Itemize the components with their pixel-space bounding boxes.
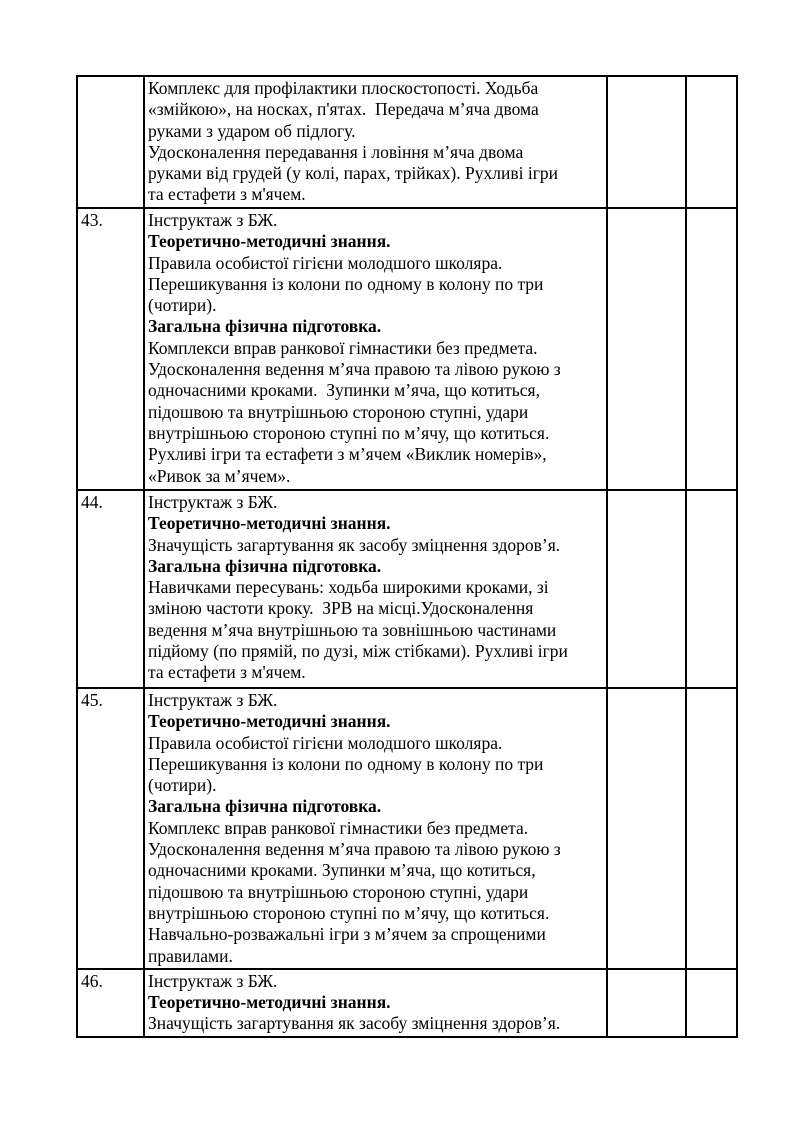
- content-line: та естафети з м'ячем.: [148, 184, 306, 205]
- content-line: підйому (по прямій, по дузі, між стібками). Рухливі ігри: [148, 641, 568, 662]
- content-line: руками з ударом об підлогу.: [148, 120, 356, 141]
- empty-cell-2: [686, 208, 737, 490]
- row-number: 43.: [77, 208, 144, 490]
- table-row: [77, 688, 737, 969]
- row-content: [144, 490, 607, 688]
- content-line-heading: Теоретично-методичні знання.: [148, 231, 391, 252]
- content-line: «змійкою», на носках, п'ятах. Передача м’яча двома: [148, 99, 539, 120]
- content-line: Перешикування із колони по одному в колону по три: [148, 753, 544, 774]
- content-line: Значущість загартування як засобу зміцнення здоров’я.: [148, 1013, 561, 1034]
- content-line: підошвою та внутрішньою стороною ступні, удари: [148, 401, 529, 422]
- content-line-heading: Загальна фізична підготовка.: [148, 796, 382, 817]
- content-line: (чотири).: [148, 295, 217, 316]
- content-line: внутрішньою стороною ступні по м’ячу, що котиться.: [148, 902, 550, 923]
- empty-cell-1: [607, 76, 686, 208]
- table-row: [77, 490, 737, 688]
- empty-cell-2: [686, 490, 737, 688]
- content-line: Удосконалення ведення м’яча правою та лівою рукою з: [148, 359, 561, 380]
- empty-cell-2: [686, 688, 737, 969]
- content-line: Навичками пересувань: ходьба широкими кроками, зі: [148, 577, 549, 598]
- content-line: Комплекс вправ ранкової гімнастики без предмета.: [148, 817, 529, 838]
- table-row: [77, 969, 737, 1037]
- content-line: Комплекс для профілактики плоскостопості. Ходьба: [148, 78, 539, 98]
- content-line-heading: Теоретично-методичні знання.: [148, 513, 391, 534]
- content-line: Інструктаж з БЖ.: [148, 970, 278, 991]
- row-number: 44.: [77, 490, 144, 688]
- content-line: Перешикування із колони по одному в колону по три: [148, 273, 544, 294]
- table-row: [77, 76, 737, 208]
- row-number: 46.: [77, 969, 144, 1037]
- row-content: [144, 76, 607, 208]
- content-line: Правила особистої гігієни молодшого школяра.: [148, 732, 503, 753]
- table-body: [77, 76, 737, 1037]
- content-line: Удосконалення ведення м’яча правою та лівою рукою з: [148, 839, 561, 860]
- row-content: [144, 208, 607, 490]
- empty-cell-1: [607, 969, 686, 1037]
- row-content: [144, 969, 607, 1037]
- content-line: Правила особистої гігієни молодшого школяра.: [148, 252, 503, 273]
- content-line: Рухливі ігри та естафети з м’ячем «Виклик номерів»,: [148, 444, 547, 465]
- content-line: Інструктаж з БЖ.: [148, 690, 278, 710]
- empty-cell-2: [686, 76, 737, 208]
- empty-cell-2: [686, 969, 737, 1037]
- content-line: ведення м’яча внутрішньою та зовнішньою частинами: [148, 619, 557, 640]
- lesson-plan-table: [76, 75, 738, 1038]
- table-row: [77, 208, 737, 490]
- content-line: та естафети з м'ячем.: [148, 662, 306, 683]
- content-line-heading: Загальна фізична підготовка.: [148, 316, 382, 337]
- content-line: одночасними кроками. Зупинки м’яча, що котиться,: [148, 860, 536, 881]
- empty-cell-1: [607, 688, 686, 969]
- row-number: [77, 76, 144, 208]
- content-line: Інструктаж з БЖ.: [148, 492, 278, 512]
- empty-cell-1: [607, 208, 686, 490]
- content-line: Інструктаж з БЖ.: [148, 210, 278, 230]
- content-line: Значущість загартування як засобу зміцнення здоров’я.: [148, 534, 561, 555]
- content-line-heading: Загальна фізична підготовка.: [148, 555, 382, 576]
- content-line: підошвою та внутрішньою стороною ступні, удари: [148, 881, 529, 902]
- content-line: внутрішньою стороною ступні по м’ячу, що котиться.: [148, 422, 550, 443]
- content-line: (чотири).: [148, 775, 217, 796]
- empty-cell-1: [607, 490, 686, 688]
- content-line: правилами.: [148, 945, 233, 966]
- row-number: 45.: [77, 688, 144, 969]
- content-line-heading: Теоретично-методичні знання.: [148, 711, 391, 732]
- content-line-heading: Теоретично-методичні знання.: [148, 992, 391, 1013]
- content-line: «Ривок за м’ячем».: [148, 465, 291, 486]
- content-line: одночасними кроками. Зупинки м’яча, що котиться,: [148, 380, 540, 401]
- row-content: [144, 688, 607, 969]
- content-line: Удосконалення передавання і ловіння м’яча двома: [148, 141, 524, 162]
- content-line: Навчально-розважальні ігри з м’ячем за спрощеними: [148, 924, 546, 945]
- content-line: Комплекси вправ ранкової гімнастики без предмета.: [148, 337, 538, 358]
- content-line: зміною частоти кроку. ЗРВ на місці.Удосконалення: [148, 598, 534, 619]
- content-line: руками від грудей (у колі, парах, трійках). Рухливі ігри: [148, 163, 558, 184]
